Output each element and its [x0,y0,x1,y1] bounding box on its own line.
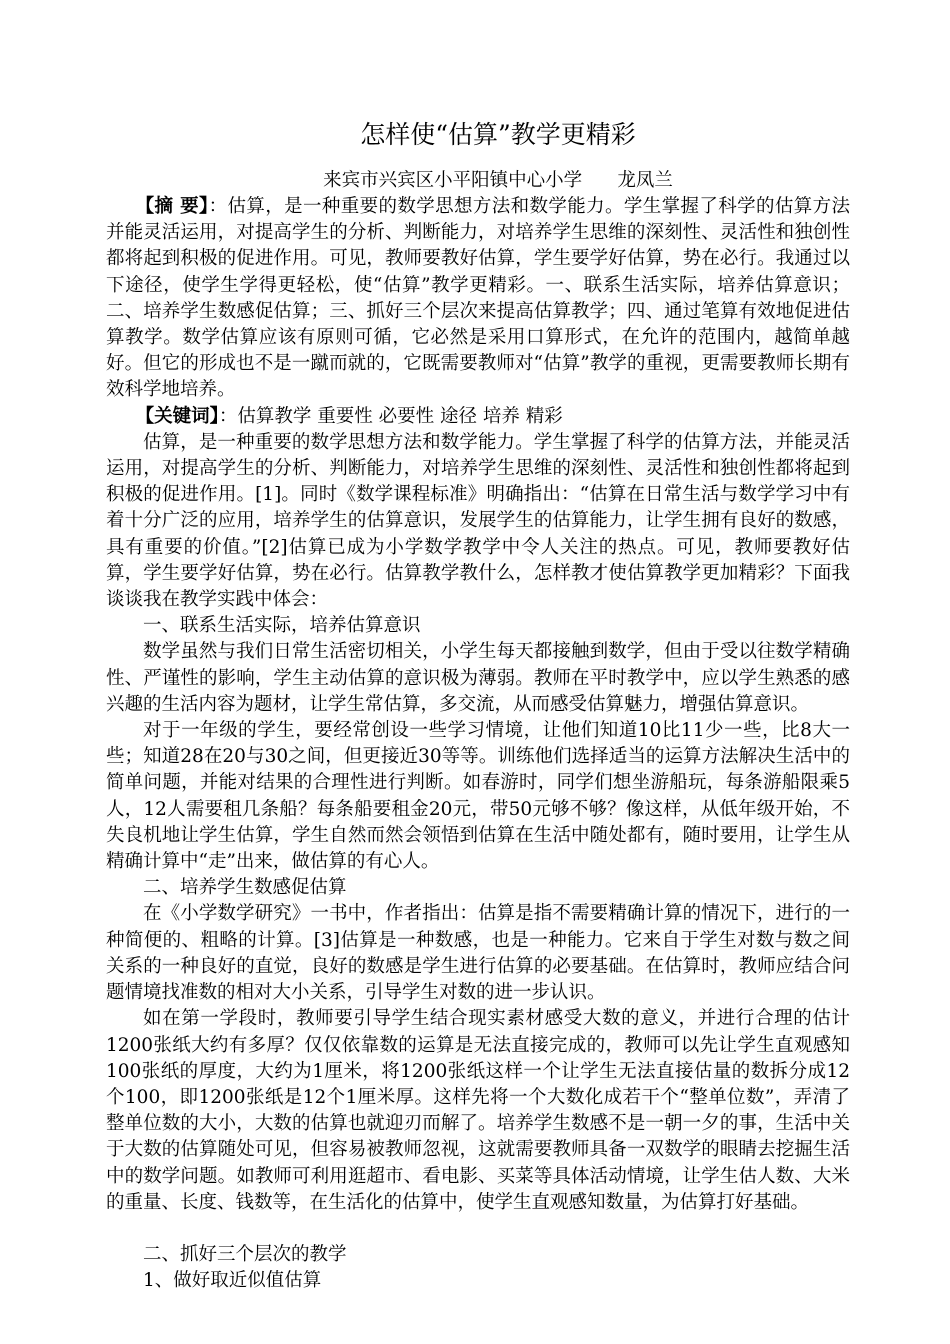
keywords-text: ：估算教学 重要性 必要性 途径 培养 精彩 [218,405,563,427]
body-paragraph: 对于一年级的学生，要经常创设一些学习情境，让他们知道10比11少一些，比8大一些；知道28在20与30之间，但更接近30等等。训练他们选择适当的运算方法解决生活中的简单问题，并能对结果的合理性进行判断。如春游时，同学们想坐游船玩，每条游船限乘5人，12人需要租几条船？每条船要租金20元，带50元够不够？像这样，从低年级开始，不失良机地让学生估算，学生自然而然会领悟到估算在生活中随处都有，随时要用，让学生从精确计算中“走”出来，做估算的有心人。 [106,720,850,873]
abstract-text: ：估算，是一种重要的数学思想方法和数学能力。学生掌握了科学的估算方法并能灵活运用，对提高学生的分析、判断能力，对培养学生思维的深刻性、灵活性和独创性都将起到积极的促进作用。可见，教师要教好估算，学生要学好估算，势在必行。我通过以下途径，使学生学得更轻松，使“估算”教学更精彩。一、联系生活实际，培养估算意识；二、培养学生数感促估算；三、抓好三个层次来提高估算教学；四、通过笔算有效地促进估算教学。数学估算应该有原则可循，它必然是采用口算形式，在允许的范围内，越简单越好。但它的形成也不是一蹴而就的，它既需要教师对“估算”教学的重视，更需要教师长期有效科学地培养。 [106,196,850,401]
abstract-label: 【摘 要】 [135,196,209,217]
body-paragraph: 在《小学数学研究》一书中，作者指出：估算是指不需要精确计算的情况下，进行的一种简便的、粗略的计算。[3]估算是一种数感，也是一种能力。它来自于学生对数与数之间关系的一种良好的直觉，良好的数感是学生进行估算的必要基础。在估算时，教师应结合问题情境找准数的相对大小关系，引导学生对数的进一步认识。 [106,903,850,1004]
body-paragraph: 数学虽然与我们日常生活密切相关，小学生每天都接触到数学，但由于受以往数学精确性、严谨性的影响，学生主动估算的意识极为薄弱。教师在平时教学中，应以学生熟悉的感兴趣的生活内容为题材，让学生常估算，多交流，从而感受估算魅力，增强估算意识。 [106,641,850,715]
document-title: 怎样使“估算”教学更精彩 [360,120,636,149]
abstract-paragraph [106,194,850,404]
section-heading-3: 二、抓好三个层次的教学 [143,1243,347,1265]
keywords-paragraph [106,404,850,430]
body-paragraph: 如在第一学段时，教师要引导学生结合现实素材感受大数的意义，并进行合理的估计1200张纸大约有多厚？仅仅依靠数的运算是无法直接完成的，教师可以先让学生直观感知100张纸的厚度，大约为1厘米，将1200张纸这样一个让学生无法直接估量的数拆分成12个100，即1200张纸是12个1厘米厚。这样先将一个大数化成若干个“整单位数”，弄清了整单位数的大小，大数的估算也就迎刃而解了。培养学生数感不是一朝一夕的事，生活中关于大数的估算随处可见，但容易被教师忽视，这就需要教师具备一双数学的眼睛去挖掘生活中的数学问题。如教师可利用逛超市、看电影、买菜等具体活动情境，让学生估人数、大米的重量、长度、钱数等，在生活化的估算中，使学生直观感知数量，为估算打好基础。 [106,1008,850,1213]
author-line: 来宾市兴宾区小平阳镇中心小学 龙凤兰 [323,170,673,191]
keywords-label: 【关键词】 [135,405,219,427]
paragraph-gap [106,1216,850,1242]
section-heading-2: 二、培养学生数感促估算 [143,877,347,899]
subsection-heading-1: 1、做好取近似值估算 [143,1270,322,1292]
section-heading-1: 一、联系生活实际，培养估算意识 [143,615,421,637]
body-paragraph-intro: 估算，是一种重要的数学思想方法和数学能力。学生掌握了科学的估算方法，并能灵活运用，对提高学生的分析、判断能力，对培养学生思维的深刻性、灵活性和独创性都将起到积极的促进作用。[1]。同时《数学课程标准》明确指出：“估算在日常生活与数学学习中有着十分广泛的应用，培养学生的估算意识，发展学生的估算能力，让学生拥有良好的数感，具有重要的价值。”[2]估算已成为小学数学教学中令人关注的热点。可见，教师要教好估算，学生要学好估算，势在必行。估算教学教什么，怎样教才使估算教学更加精彩？下面我谈谈我在教学实践中体会： [106,431,850,611]
